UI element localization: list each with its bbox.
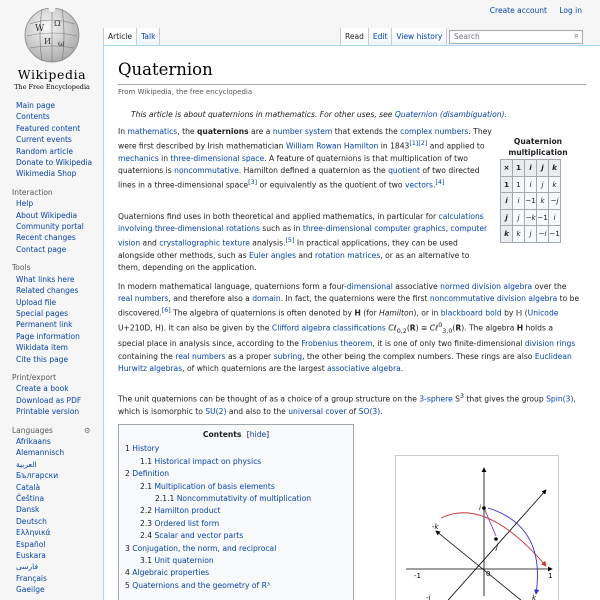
label-k: k	[532, 594, 537, 600]
table-row	[501, 193, 561, 210]
toc-item-number: 4	[125, 568, 130, 578]
sidebar-heading-print: Print/export	[12, 372, 57, 382]
table-header-cell: 1	[513, 160, 525, 177]
label-zero: 0	[486, 570, 491, 578]
toc-item-number: 1.1	[140, 456, 153, 466]
table-cell: j	[537, 176, 549, 193]
table-cell: j	[525, 226, 537, 243]
create-account-link[interactable]: Create account	[489, 6, 547, 15]
sidebar-item-recent-changes[interactable]: Recent changes	[16, 233, 76, 243]
toc-item-number: 1	[125, 444, 130, 454]
sidebar-item-wikidata-item[interactable]: Wikidata item	[16, 343, 68, 353]
table-cell: k	[537, 193, 549, 210]
language-link-11[interactable]: فارسی	[16, 562, 39, 572]
link-vectors[interactable]: vectors	[404, 180, 433, 190]
paragraph-modern: In modern mathematical language, quaternions form a four-dimensional associative normed division algebra over the real numbers, and therefore also a domain. In fact, the quaternions were the first noncommutative division algebra to be discovered.[6] The algebra of quaternions is often denoted by H (for Hamilton), or in blackboard bold by ℍ (Unicode U+210D, H). It can also be given by the Clifford algebra classifications Cℓ$_{0,2}$(R) ≅ Cℓ$^0_{3,0}$(R). The algebra H holds a special place in analysis since, according to the Frobenius theorem, it is one of only two finite-dimensional division rings containing the real numbers as a proper subring, the other being the complex numbers. These rings are also Euclidean Hurwitz algebras, of which quaternions are the largest associative algebra.	[118, 282, 580, 373]
table-cell: i	[513, 193, 525, 210]
toc-item[interactable]	[119, 567, 353, 579]
table-header-cell: j	[537, 160, 549, 177]
paragraph-intro: In mathematics, the quaternions are a number system that extends the complex numbers. They were first described by Irish mathematician William Rowan Hamilton in 1843[1][2] and applied to mechanics in three-dimensional space. A feature of quaternions is that multiplication of two quaternions is noncommutative. Hamilton defined a quaternion as the quotient of two directed lines in a three-dimensional space[3] or equivalently as the quotient of two vectors.[4]	[118, 127, 492, 190]
wikipedia-logo[interactable]	[4, 4, 100, 96]
sidebar-tools	[0, 274, 100, 365]
toc-item-number: 3	[125, 543, 130, 553]
point-j	[494, 537, 498, 541]
link-real-numbers-2[interactable]: real numbers	[175, 351, 226, 361]
link-texture[interactable]: crystallographic texture	[159, 238, 250, 248]
link-clifford[interactable]: Clifford algebra classifications	[271, 323, 386, 333]
svg-text:И: И	[44, 37, 51, 46]
table-cell: k	[501, 226, 513, 243]
site-tagline: From Wikipedia, the free encyclopedia	[118, 88, 253, 96]
sidebar-item-printable-version[interactable]: Printable version	[16, 407, 80, 417]
sidebar-item-page-information[interactable]: Page information	[16, 331, 80, 341]
table-cell: −j	[549, 193, 561, 210]
toc-item[interactable]	[119, 468, 353, 480]
toc-list	[119, 443, 353, 592]
table-cell: i	[549, 209, 561, 226]
paragraph-unit: The unit quaternions can be thought of as a choice of a group structure on the 3-sphere $S^3$ that gives the group Spin(3), which is isomorphic to SU(2) and also to the universal cover of SO(3).	[118, 393, 576, 416]
toc-item[interactable]	[119, 530, 353, 542]
gear-icon[interactable]: ⚙	[84, 425, 91, 435]
link-spin3[interactable]: Spin(3)	[546, 394, 574, 404]
table-cell: k	[549, 176, 561, 193]
sidebar-item-upload-file[interactable]: Upload file	[16, 297, 57, 307]
sidebar-languages	[0, 436, 100, 596]
hatnote	[131, 110, 507, 119]
toc-item-label: Hamilton product	[154, 506, 221, 516]
link-3-sphere[interactable]: 3-sphere	[419, 394, 453, 404]
point-i	[482, 506, 486, 510]
language-link-fran-ais[interactable]: Français	[16, 573, 47, 583]
search-input[interactable]	[449, 30, 583, 44]
page-title: Quaternion	[118, 60, 213, 79]
table-header-cell: i	[525, 160, 537, 177]
link-noncommutative-division-algebra[interactable]: noncommutative division algebra	[429, 294, 558, 304]
sidebar-heading-interaction: Interaction	[12, 187, 53, 197]
search-placeholder: Search	[454, 32, 480, 41]
toc-item-number: 2.4	[140, 531, 153, 541]
link-computer-vision[interactable]: computer vision	[118, 224, 488, 248]
tab-talk[interactable]: Talk	[136, 28, 160, 45]
label-i: i	[479, 504, 481, 512]
toc-item[interactable]	[119, 580, 353, 592]
toc-item-number: 3.1	[140, 556, 153, 566]
link-subring[interactable]: subring	[273, 351, 303, 361]
link-mechanics[interactable]: mechanics	[118, 153, 159, 163]
link-associative-algebra[interactable]: associative algebra	[327, 363, 401, 373]
toc-hide-bracket: [	[246, 430, 250, 439]
link-mathematics[interactable]: mathematics	[127, 127, 178, 136]
table-cell: 1	[501, 176, 513, 193]
link-complex-numbers[interactable]: complex numbers	[400, 127, 469, 136]
link-frobenius[interactable]: Frobenius theorem	[301, 339, 373, 349]
tab-edit[interactable]: Edit	[368, 28, 392, 45]
toc-item-number: 2	[125, 469, 130, 479]
arc-blue	[488, 508, 537, 594]
sidebar-item-contents[interactable]: Contents	[16, 112, 50, 122]
quaternion-diagram	[396, 456, 558, 600]
link-dimensional[interactable]: dimensional	[346, 282, 393, 291]
table-cell: −i	[537, 226, 549, 243]
hatnote-text: This article is about quaternions in mathematics. For other uses, see	[131, 110, 395, 119]
label-one: 1	[548, 572, 553, 580]
language-link-8[interactable]: Ελληνικά	[16, 528, 51, 538]
language-link-gaeilge[interactable]: Gaeilge	[16, 585, 45, 595]
link-euclidean-hurwitz[interactable]: Euclidean Hurwitz algebras	[118, 351, 572, 373]
hatnote-end: .	[504, 110, 507, 119]
arc-purple	[484, 508, 496, 536]
table-row	[501, 176, 561, 193]
table-cell: i	[525, 176, 537, 193]
table-grid	[500, 159, 561, 243]
toc-item[interactable]	[119, 543, 353, 555]
table-cell: −1	[549, 226, 561, 243]
quaternion-figure[interactable]	[395, 455, 559, 600]
language-link-3[interactable]: Български	[16, 471, 59, 481]
link-universal-cover[interactable]: universal cover	[288, 406, 347, 416]
sidebar-heading-tools: Tools	[12, 263, 31, 273]
sidebar-item-what-links-here[interactable]: What links here	[16, 274, 75, 284]
link-noncommutative[interactable]: noncommutative	[174, 166, 239, 176]
svg-text:W: W	[35, 24, 45, 34]
table-cell: −k	[525, 209, 537, 226]
disambiguation-link[interactable]: Quaternion (disambiguation)	[394, 110, 505, 119]
link-division-rings[interactable]: division rings	[524, 339, 576, 349]
toc-item[interactable]	[119, 505, 353, 517]
sidebar-item-main-page[interactable]: Main page	[16, 101, 56, 110]
toc-item-label: Definition	[132, 469, 170, 479]
svg-text:Ω: Ω	[54, 19, 61, 28]
languages-heading-label: Languages	[12, 425, 53, 435]
view-tabs	[340, 28, 447, 45]
sidebar-print	[0, 383, 100, 417]
namespace-tabs	[103, 28, 160, 45]
sidebar	[0, 100, 100, 596]
toc-item[interactable]	[119, 481, 353, 493]
sidebar-item-cite-this-page[interactable]: Cite this page	[16, 354, 69, 364]
link-domain[interactable]: domain	[252, 294, 281, 304]
toc-title	[119, 429, 353, 441]
link-3d-space[interactable]: three-dimensional space	[170, 153, 265, 163]
link-real-numbers[interactable]: real numbers	[118, 294, 169, 304]
language-link-catal[interactable]: Català	[16, 482, 41, 492]
article-content	[103, 45, 600, 600]
toc-item[interactable]	[119, 518, 353, 530]
tab-read[interactable]: Read	[340, 28, 368, 45]
sidebar-item-create-a-book[interactable]: Create a book	[16, 384, 69, 394]
paragraph-applications: Quaternions find uses in both theoretical and applied mathematics, in particular for calculations involving three-dimensional rotations such as in three-dimensional computer graphics, computer vision and crystallographic texture analysis.[5] In practical applications, they can be used alongside other methods, such as Euler angles and rotation matrices, or as an alternative to them, depending on the application.	[118, 212, 488, 273]
table-cell: i	[501, 193, 513, 210]
toc-item-label: Quaternions and the geometry of R³	[132, 580, 270, 590]
link-number-system[interactable]: number system	[272, 127, 333, 136]
toc-item-number: 2.1.1	[155, 494, 175, 504]
toc-hide-toggle[interactable]: hide	[249, 430, 267, 439]
sidebar-item-community-portal[interactable]: Community portal	[16, 222, 84, 232]
sidebar-item-contact-page[interactable]: Contact page	[16, 244, 67, 254]
table-header-cell: ×	[501, 160, 513, 177]
toc-item-label: Conjugation, the norm, and reciprocal	[132, 543, 277, 553]
toc-hide-bracket-end: ]	[266, 430, 270, 439]
toc-item-label: Noncommutativity of multiplication	[176, 494, 312, 504]
table-header-row	[501, 160, 561, 177]
table-cell: j	[501, 209, 513, 226]
label-neg-j: -j	[426, 594, 431, 600]
toc-item-label: Scalar and vector parts	[154, 531, 244, 541]
toc-item-number: 2.3	[140, 518, 153, 528]
puzzle-globe-icon	[22, 4, 82, 66]
sidebar-item-help[interactable]: Help	[16, 199, 34, 209]
title-divider	[118, 84, 586, 85]
sidebar-item-featured-content[interactable]: Featured content	[16, 123, 81, 133]
sidebar-item-special-pages[interactable]: Special pages	[16, 308, 69, 318]
sidebar-item-download-as-pdf[interactable]: Download as PDF	[16, 395, 82, 405]
toc-item[interactable]	[119, 456, 353, 468]
sidebar-item-current-events[interactable]: Current events	[16, 135, 72, 145]
table-cell: k	[513, 226, 525, 243]
table-caption-line-2: multiplication	[508, 148, 568, 157]
link-so3[interactable]: SO(3)	[358, 406, 381, 416]
toc-item-label: Historical impact on physics	[154, 456, 262, 466]
sidebar-item-donate-to-wikipedia[interactable]: Donate to Wikipedia	[16, 158, 93, 168]
toc-item-number: 2.1	[140, 481, 153, 491]
table-cell: 1	[513, 176, 525, 193]
table-row	[501, 226, 561, 243]
language-link-e-tina[interactable]: Čeština	[16, 494, 45, 503]
table-cell: j	[513, 209, 525, 226]
svg-text:ω: ω	[58, 39, 65, 48]
toc-item-number: 5	[125, 580, 130, 590]
sidebar-item-permanent-link[interactable]: Permanent link	[16, 320, 73, 330]
language-link-alemannisch[interactable]: Alemannisch	[16, 448, 65, 458]
table-header-cell: k	[549, 160, 561, 177]
toc-item-label: History	[132, 444, 160, 454]
language-link-euskara[interactable]: Euskara	[16, 551, 46, 561]
toc-item[interactable]	[119, 443, 353, 455]
table-caption-line-1: Quaternion	[513, 137, 563, 146]
arc-red	[441, 513, 546, 566]
toc-item-label: Unit quaternion	[154, 556, 214, 566]
toc-item-label: Algebraic properties	[132, 568, 210, 578]
logo-tagline: The Free Encyclopedia	[14, 83, 90, 91]
toc-item-number: 2.2	[140, 506, 153, 516]
link-hamilton[interactable]: William Rowan Hamilton	[285, 141, 379, 151]
tab-article[interactable]: Article	[103, 28, 136, 45]
link-3d-graphics[interactable]: three-dimensional computer graphics	[302, 224, 446, 234]
login-link[interactable]: Log in	[559, 6, 582, 15]
link-rotations[interactable]: calculations involving three-dimensional rotations	[118, 212, 484, 234]
sidebar-item-related-changes[interactable]: Related changes	[16, 286, 79, 296]
language-link-afrikaans[interactable]: Afrikaans	[16, 436, 51, 446]
tab-view-history[interactable]: View history	[391, 28, 447, 45]
multiplication-table	[500, 136, 576, 243]
wordmark: Wikipedia	[17, 67, 87, 82]
toc-item-label: Ordered list form	[154, 518, 220, 528]
personal-tools	[480, 6, 582, 15]
table-cell: −1	[537, 209, 549, 226]
link-quotient[interactable]: quotient	[388, 166, 420, 176]
link-normed-division-algebra[interactable]: normed division algebra	[440, 282, 533, 291]
table-of-contents	[118, 424, 354, 600]
sidebar-item-about-wikipedia[interactable]: About Wikipedia	[16, 210, 78, 220]
link-rotation-matrices[interactable]: rotation matrices	[315, 251, 381, 261]
table-row	[501, 209, 561, 226]
link-blackboard-bold[interactable]: blackboard bold	[440, 308, 502, 318]
toc-item[interactable]	[119, 493, 353, 505]
sidebar-navigation	[0, 100, 100, 180]
link-unicode[interactable]: Unicode	[527, 308, 559, 318]
language-link-espa-ol[interactable]: Español	[16, 539, 46, 549]
label-neg-one: -1	[414, 572, 421, 580]
toc-item[interactable]	[119, 555, 353, 567]
sidebar-interaction	[0, 198, 100, 255]
search-icon[interactable]: ⌕	[573, 31, 579, 41]
label-neg-k: -k	[432, 523, 439, 531]
toc-title-label: Contents	[202, 430, 242, 439]
sidebar-item-wikimedia-shop[interactable]: Wikimedia Shop	[16, 169, 77, 179]
table-caption	[500, 136, 576, 158]
language-link-deutsch[interactable]: Deutsch	[16, 516, 47, 526]
axis-diagonal-j	[434, 490, 546, 600]
language-link-dansk[interactable]: Dansk	[16, 505, 40, 515]
toc-item-label: Multiplication of basis elements	[154, 481, 275, 491]
language-link-2[interactable]: العربية	[16, 459, 37, 469]
table-cell: −1	[525, 193, 537, 210]
label-j: j	[496, 543, 498, 551]
sidebar-heading-languages	[0, 425, 100, 436]
link-euler-angles[interactable]: Euler angles	[248, 251, 296, 261]
sidebar-item-random-article[interactable]: Random article	[16, 146, 73, 156]
link-su2[interactable]: SU(2)	[205, 406, 227, 416]
